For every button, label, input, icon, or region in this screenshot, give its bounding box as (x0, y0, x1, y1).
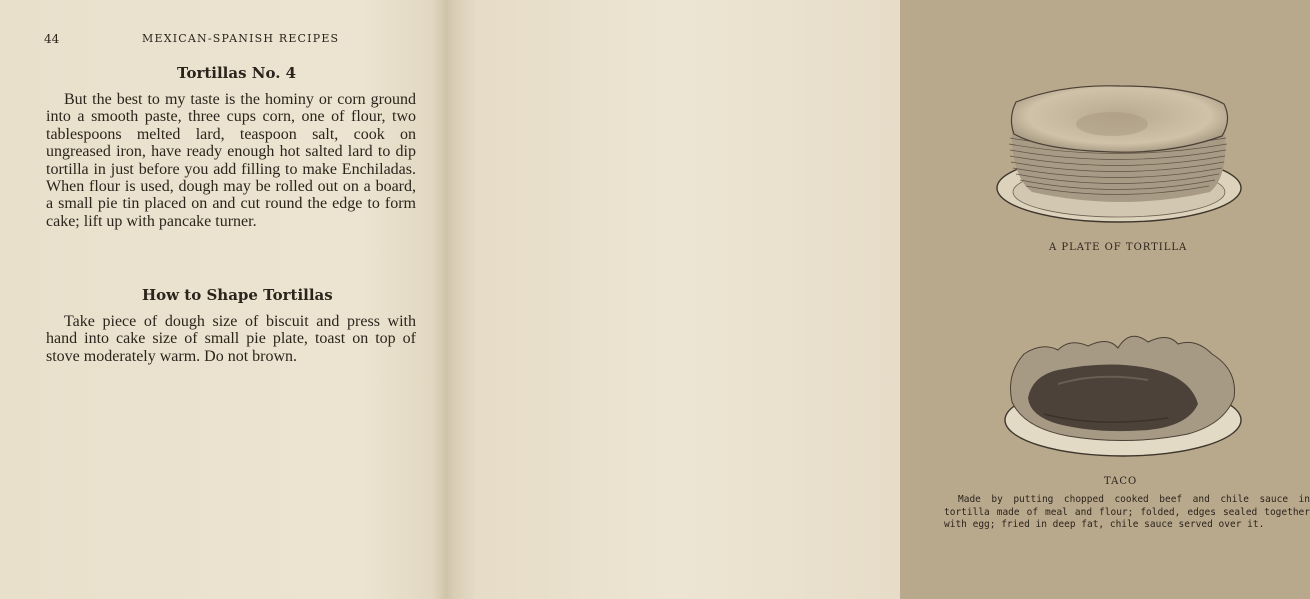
figure-caption-tortilla: A PLATE OF TORTILLA (1049, 242, 1188, 253)
recipe-heading-tortillas-no-4: Tortillas No. 4 (177, 64, 297, 82)
taco-description: Made by putting chopped cooked beef and chile sauce in tortilla made of meal and flour; folded, edges sealed together with egg; fried in deep fat, chile sauce served over it. (944, 494, 1310, 531)
recipe-body-shape-tortillas: Take piece of dough size of biscuit and press with hand into cake size of small pie plate, toast on top of stove moderately warm. Do not brown. (46, 313, 416, 365)
page-number: 44 (44, 32, 60, 46)
left-page (0, 0, 448, 599)
tortilla-plate-illustration (992, 80, 1247, 230)
figure-caption-taco: TACO (1104, 476, 1138, 487)
taco-illustration (998, 324, 1248, 464)
running-head: MEXICAN-SPANISH RECIPES (142, 32, 340, 45)
recipe-body-tortillas-no-4: But the best to my taste is the hominy or corn ground into a smooth paste, three cups corn, one of flour, two tablespoons melted lard, teaspoon salt, cook on ungreased iron, have ready enough hot salted lard to dip tortilla in just before you add filling to make Enchiladas. When flour is used, dough may be rolled out on a board, a small pie tin placed on and cut round the edge to form cake; lift up with pancake turner. (46, 91, 416, 230)
recipe-heading-shape-tortillas: How to Shape Tortillas (142, 286, 333, 304)
right-page (452, 0, 1310, 599)
